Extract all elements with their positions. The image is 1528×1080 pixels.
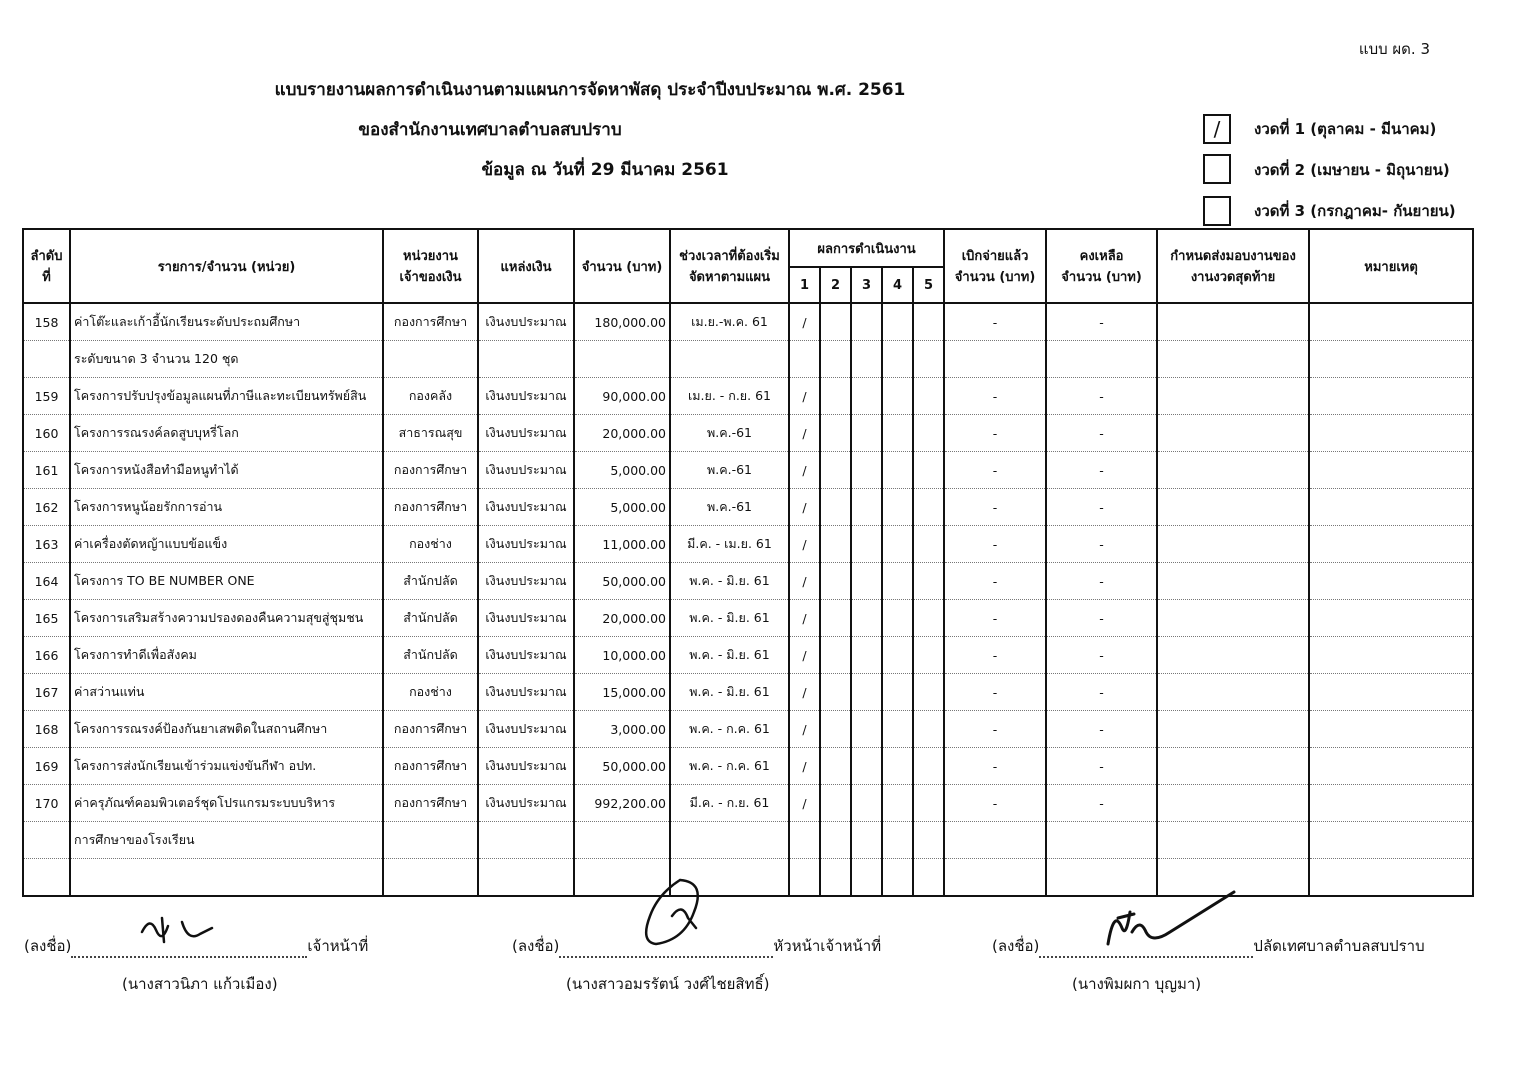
row-result-5 xyxy=(913,303,944,341)
row-deadline xyxy=(1157,674,1309,711)
row-source: เงินงบประมาณ xyxy=(478,711,574,748)
row-no: 170 xyxy=(23,785,70,822)
header-result-3: 3 xyxy=(851,267,882,303)
row-result-1: / xyxy=(789,600,820,637)
row-amount xyxy=(574,341,670,378)
row-result-4 xyxy=(882,637,913,674)
row-period: พ.ค. - ก.ค. 61 xyxy=(670,748,789,785)
row-item: โครงการ TO BE NUMBER ONE xyxy=(70,563,383,600)
row-result-5 xyxy=(913,674,944,711)
row-no: 167 xyxy=(23,674,70,711)
row-no: 169 xyxy=(23,748,70,785)
signer-name-1: (นางสาวนิภา แก้วเมือง) xyxy=(122,975,278,993)
row-amount: 5,000.00 xyxy=(574,452,670,489)
row-result-3 xyxy=(851,415,882,452)
row-remain: - xyxy=(1046,711,1157,748)
row-remain: - xyxy=(1046,637,1157,674)
row-result-4 xyxy=(882,563,913,600)
table-row xyxy=(23,748,1473,785)
row-item: ระดับขนาด 3 จำนวน 120 ชุด xyxy=(70,341,383,378)
row-amount: 5,000.00 xyxy=(574,489,670,526)
row-paid: - xyxy=(944,748,1046,785)
row-result-5 xyxy=(913,859,944,897)
row-item: โครงการหนังสือทำมือหนูทำได้ xyxy=(70,452,383,489)
row-result-3 xyxy=(851,785,882,822)
row-paid: - xyxy=(944,674,1046,711)
header-paid: เบิกจ่ายแล้ว จำนวน (บาท) xyxy=(944,229,1046,303)
row-period: พ.ค. - ก.ค. 61 xyxy=(670,711,789,748)
row-result-2 xyxy=(820,303,851,341)
row-result-2 xyxy=(820,785,851,822)
row-result-4 xyxy=(882,711,913,748)
row-source xyxy=(478,341,574,378)
row-item: โครงการปรับปรุงข้อมูลแผนที่ภาษีและทะเบียนทรัพย์สิน xyxy=(70,378,383,415)
row-result-3 xyxy=(851,378,882,415)
row-item: การศึกษาของโรงเรียน xyxy=(70,822,383,859)
row-note xyxy=(1309,341,1473,378)
row-remain xyxy=(1046,822,1157,859)
row-period: พ.ค. - มิ.ย. 61 xyxy=(670,600,789,637)
row-result-5 xyxy=(913,341,944,378)
row-result-3 xyxy=(851,674,882,711)
table-row xyxy=(23,378,1473,415)
row-result-3 xyxy=(851,341,882,378)
row-source: เงินงบประมาณ xyxy=(478,748,574,785)
row-owner: กองการศึกษา xyxy=(383,711,478,748)
row-result-3 xyxy=(851,452,882,489)
row-note xyxy=(1309,378,1473,415)
row-no xyxy=(23,822,70,859)
row-item xyxy=(70,859,383,897)
row-period: มี.ค. - เม.ย. 61 xyxy=(670,526,789,563)
row-note xyxy=(1309,637,1473,674)
row-result-2 xyxy=(820,341,851,378)
row-source: เงินงบประมาณ xyxy=(478,489,574,526)
row-item: โครงการส่งนักเรียนเข้าร่วมแข่งขันกีฬา อปท. xyxy=(70,748,383,785)
row-result-4 xyxy=(882,748,913,785)
row-result-5 xyxy=(913,378,944,415)
row-no: 161 xyxy=(23,452,70,489)
row-result-4 xyxy=(882,489,913,526)
row-item: ค่าสว่านแท่น xyxy=(70,674,383,711)
period-3-label: งวดที่ 3 (กรกฎาคม- กันยายน) xyxy=(1254,202,1456,220)
row-result-1: / xyxy=(789,303,820,341)
table-row xyxy=(23,785,1473,822)
row-no: 160 xyxy=(23,415,70,452)
row-result-5 xyxy=(913,415,944,452)
row-item: ค่าครุภัณฑ์คอมพิวเตอร์ชุดโปรแกรมระบบบริหาร xyxy=(70,785,383,822)
row-remain: - xyxy=(1046,674,1157,711)
table-row xyxy=(23,600,1473,637)
signature-line-1: (ลงชื่อ) เจ้าหน้าที่ xyxy=(24,934,368,958)
handwritten-signature-1 xyxy=(138,912,218,948)
row-amount: 90,000.00 xyxy=(574,378,670,415)
row-remain: - xyxy=(1046,748,1157,785)
row-no: 168 xyxy=(23,711,70,748)
row-owner: กองช่าง xyxy=(383,674,478,711)
row-deadline xyxy=(1157,415,1309,452)
table-row xyxy=(23,489,1473,526)
row-period xyxy=(670,341,789,378)
row-period: พ.ค.-61 xyxy=(670,415,789,452)
row-paid: - xyxy=(944,303,1046,341)
row-source: เงินงบประมาณ xyxy=(478,415,574,452)
table-row xyxy=(23,674,1473,711)
row-note xyxy=(1309,711,1473,748)
row-no: 159 xyxy=(23,378,70,415)
row-result-1: / xyxy=(789,378,820,415)
row-result-2 xyxy=(820,822,851,859)
row-result-3 xyxy=(851,711,882,748)
row-paid: - xyxy=(944,711,1046,748)
row-result-2 xyxy=(820,489,851,526)
row-note xyxy=(1309,489,1473,526)
row-amount: 180,000.00 xyxy=(574,303,670,341)
row-result-3 xyxy=(851,822,882,859)
row-result-3 xyxy=(851,526,882,563)
row-result-2 xyxy=(820,452,851,489)
row-paid: - xyxy=(944,378,1046,415)
row-no: 164 xyxy=(23,563,70,600)
row-item: โครงการรณรงค์ป้องกันยาเสพติดในสถานศึกษา xyxy=(70,711,383,748)
row-deadline xyxy=(1157,822,1309,859)
row-result-1: / xyxy=(789,452,820,489)
row-result-4 xyxy=(882,378,913,415)
row-result-1: / xyxy=(789,637,820,674)
table-row xyxy=(23,341,1473,378)
row-result-4 xyxy=(882,822,913,859)
row-no: 165 xyxy=(23,600,70,637)
row-paid xyxy=(944,341,1046,378)
row-amount: 50,000.00 xyxy=(574,563,670,600)
row-period: พ.ค.-61 xyxy=(670,489,789,526)
row-source: เงินงบประมาณ xyxy=(478,674,574,711)
header-source: แหล่งเงิน xyxy=(478,229,574,303)
table-row xyxy=(23,822,1473,859)
row-period xyxy=(670,822,789,859)
row-result-4 xyxy=(882,526,913,563)
row-result-5 xyxy=(913,711,944,748)
row-item: โครงการเสริมสร้างความปรองดองคืนความสุขสู่ชุมชน xyxy=(70,600,383,637)
data-date: ข้อมูล ณ วันที่ 29 มีนาคม 2561 xyxy=(481,160,729,180)
row-result-5 xyxy=(913,452,944,489)
row-paid: - xyxy=(944,563,1046,600)
header-result-2: 2 xyxy=(820,267,851,303)
row-paid: - xyxy=(944,637,1046,674)
row-amount: 20,000.00 xyxy=(574,415,670,452)
row-paid: - xyxy=(944,415,1046,452)
row-deadline xyxy=(1157,711,1309,748)
row-deadline xyxy=(1157,526,1309,563)
row-period: เม.ย. - ก.ย. 61 xyxy=(670,378,789,415)
row-owner: สำนักปลัด xyxy=(383,563,478,600)
row-owner xyxy=(383,822,478,859)
row-item: ค่าเครื่องตัดหญ้าแบบข้อแข็ง xyxy=(70,526,383,563)
row-paid: - xyxy=(944,785,1046,822)
row-period: พ.ค. - มิ.ย. 61 xyxy=(670,637,789,674)
row-amount: 10,000.00 xyxy=(574,637,670,674)
row-source xyxy=(478,822,574,859)
period-2-checkbox[interactable] xyxy=(1203,154,1231,184)
row-period: เม.ย.-พ.ค. 61 xyxy=(670,303,789,341)
table-row xyxy=(23,415,1473,452)
handwritten-signature-3 xyxy=(1100,888,1240,948)
row-amount: 50,000.00 xyxy=(574,748,670,785)
row-no xyxy=(23,859,70,897)
row-result-2 xyxy=(820,674,851,711)
row-result-5 xyxy=(913,637,944,674)
row-remain xyxy=(1046,341,1157,378)
signer-name-3: (นางพิมผกา บุญมา) xyxy=(1072,975,1202,993)
header-result-1: 1 xyxy=(789,267,820,303)
row-result-1: / xyxy=(789,489,820,526)
row-source: เงินงบประมาณ xyxy=(478,378,574,415)
row-result-4 xyxy=(882,452,913,489)
signature-line-2: (ลงชื่อ) หัวหน้าเจ้าหน้าที่ xyxy=(512,934,881,958)
row-note xyxy=(1309,822,1473,859)
row-result-2 xyxy=(820,637,851,674)
row-amount: 15,000.00 xyxy=(574,674,670,711)
row-source xyxy=(478,859,574,897)
row-source: เงินงบประมาณ xyxy=(478,785,574,822)
row-owner: กองการศึกษา xyxy=(383,785,478,822)
table-row xyxy=(23,303,1473,341)
row-result-4 xyxy=(882,415,913,452)
header-no: ลำดับ ที่ xyxy=(23,229,70,303)
row-note xyxy=(1309,303,1473,341)
row-remain: - xyxy=(1046,415,1157,452)
row-owner xyxy=(383,341,478,378)
signer-name-2: (นางสาวอมรรัตน์ วงศ์ไชยสิทธิ์) xyxy=(566,975,770,993)
row-result-2 xyxy=(820,600,851,637)
row-remain: - xyxy=(1046,452,1157,489)
table-row xyxy=(23,452,1473,489)
row-result-1: / xyxy=(789,748,820,785)
row-note xyxy=(1309,785,1473,822)
row-deadline xyxy=(1157,600,1309,637)
row-note xyxy=(1309,674,1473,711)
row-result-5 xyxy=(913,748,944,785)
row-result-1 xyxy=(789,859,820,897)
period-1-label: งวดที่ 1 (ตุลาคม - มีนาคม) xyxy=(1254,120,1437,138)
handwritten-signature-2 xyxy=(636,872,716,952)
period-2-label: งวดที่ 2 (เมษายน - มิถุนายน) xyxy=(1254,161,1450,179)
row-remain: - xyxy=(1046,600,1157,637)
header-result-4: 4 xyxy=(882,267,913,303)
row-period: พ.ค. - มิ.ย. 61 xyxy=(670,563,789,600)
row-result-1: / xyxy=(789,415,820,452)
period-1-checkbox[interactable] xyxy=(1203,114,1231,144)
row-result-3 xyxy=(851,303,882,341)
row-remain: - xyxy=(1046,563,1157,600)
row-amount: 992,200.00 xyxy=(574,785,670,822)
row-result-2 xyxy=(820,378,851,415)
form-code: แบบ ผด. 3 xyxy=(1358,40,1430,58)
row-result-4 xyxy=(882,303,913,341)
row-source: เงินงบประมาณ xyxy=(478,600,574,637)
row-remain: - xyxy=(1046,303,1157,341)
checkmark-icon: / xyxy=(1213,117,1221,141)
row-result-1: / xyxy=(789,785,820,822)
header-result-5: 5 xyxy=(913,267,944,303)
row-result-2 xyxy=(820,563,851,600)
row-remain: - xyxy=(1046,785,1157,822)
row-result-2 xyxy=(820,748,851,785)
row-result-1: / xyxy=(789,674,820,711)
row-result-4 xyxy=(882,674,913,711)
row-paid: - xyxy=(944,600,1046,637)
table-row xyxy=(23,637,1473,674)
row-result-2 xyxy=(820,711,851,748)
table-row xyxy=(23,711,1473,748)
row-result-3 xyxy=(851,748,882,785)
row-deadline xyxy=(1157,489,1309,526)
office-title: ของสำนักงานเทศบาลตำบลสบปราบ xyxy=(358,120,622,140)
row-owner: กองการศึกษา xyxy=(383,303,478,341)
row-result-5 xyxy=(913,822,944,859)
row-amount: 3,000.00 xyxy=(574,711,670,748)
period-3-checkbox[interactable] xyxy=(1203,196,1231,226)
row-result-4 xyxy=(882,341,913,378)
row-deadline xyxy=(1157,452,1309,489)
row-deadline xyxy=(1157,303,1309,341)
row-no: 166 xyxy=(23,637,70,674)
table-row xyxy=(23,859,1473,897)
report-title: แบบรายงานผลการดำเนินงานตามแผนการจัดหาพัสดุ ประจำปีงบประมาณ พ.ศ. 2561 xyxy=(274,80,906,100)
row-paid: - xyxy=(944,452,1046,489)
row-source: เงินงบประมาณ xyxy=(478,452,574,489)
row-owner: กองการศึกษา xyxy=(383,489,478,526)
row-note xyxy=(1309,526,1473,563)
header-result: ผลการดำเนินงาน xyxy=(789,229,944,267)
row-result-4 xyxy=(882,859,913,897)
row-source: เงินงบประมาณ xyxy=(478,526,574,563)
row-source: เงินงบประมาณ xyxy=(478,637,574,674)
row-no: 163 xyxy=(23,526,70,563)
row-note xyxy=(1309,563,1473,600)
row-note xyxy=(1309,748,1473,785)
header-deadline: กำหนดส่งมอบงานของ งานงวดสุดท้าย xyxy=(1157,229,1309,303)
row-no: 162 xyxy=(23,489,70,526)
row-amount: 20,000.00 xyxy=(574,600,670,637)
header-item: รายการ/จำนวน (หน่วย) xyxy=(70,229,383,303)
row-no xyxy=(23,341,70,378)
row-amount xyxy=(574,822,670,859)
row-period: พ.ค.-61 xyxy=(670,452,789,489)
row-owner: สำนักปลัด xyxy=(383,637,478,674)
row-no: 158 xyxy=(23,303,70,341)
row-paid xyxy=(944,822,1046,859)
row-item: โครงการหนูน้อยรักการอ่าน xyxy=(70,489,383,526)
header-note: หมายเหตุ xyxy=(1309,229,1473,303)
row-result-3 xyxy=(851,563,882,600)
table-row xyxy=(23,526,1473,563)
row-item: โครงการทำดีเพื่อสังคม xyxy=(70,637,383,674)
table-row xyxy=(23,563,1473,600)
row-result-3 xyxy=(851,489,882,526)
row-source: เงินงบประมาณ xyxy=(478,563,574,600)
row-owner: กองการศึกษา xyxy=(383,748,478,785)
row-result-4 xyxy=(882,600,913,637)
row-result-1: / xyxy=(789,563,820,600)
header-period: ช่วงเวลาที่ต้องเริ่ม จัดหาตามแผน xyxy=(670,229,789,303)
row-result-5 xyxy=(913,526,944,563)
row-remain: - xyxy=(1046,526,1157,563)
row-owner: สำนักปลัด xyxy=(383,600,478,637)
row-result-2 xyxy=(820,859,851,897)
row-result-3 xyxy=(851,859,882,897)
row-result-4 xyxy=(882,785,913,822)
row-note xyxy=(1309,600,1473,637)
row-item: ค่าโต๊ะและเก้าอี้นักเรียนระดับประถมศึกษา xyxy=(70,303,383,341)
row-item: โครงการรณรงค์ลดสูบบุหรี่โลก xyxy=(70,415,383,452)
row-result-5 xyxy=(913,489,944,526)
row-remain: - xyxy=(1046,489,1157,526)
row-result-3 xyxy=(851,600,882,637)
row-period: พ.ค. - มิ.ย. 61 xyxy=(670,674,789,711)
row-note xyxy=(1309,452,1473,489)
row-result-3 xyxy=(851,637,882,674)
procurement-table xyxy=(22,228,1474,897)
row-period: มี.ค. - ก.ย. 61 xyxy=(670,785,789,822)
row-result-2 xyxy=(820,526,851,563)
signature-line-3: (ลงชื่อ) ปลัดเทศบาลตำบลสบปราบ xyxy=(992,934,1425,958)
header-amount: จำนวน (บาท) xyxy=(574,229,670,303)
row-owner: กองการศึกษา xyxy=(383,452,478,489)
row-result-1 xyxy=(789,822,820,859)
row-result-1: / xyxy=(789,711,820,748)
row-deadline xyxy=(1157,341,1309,378)
row-note xyxy=(1309,415,1473,452)
row-owner: สาธารณสุข xyxy=(383,415,478,452)
row-deadline xyxy=(1157,785,1309,822)
row-source: เงินงบประมาณ xyxy=(478,303,574,341)
row-result-2 xyxy=(820,415,851,452)
row-deadline xyxy=(1157,748,1309,785)
row-owner: กองคลัง xyxy=(383,378,478,415)
row-result-5 xyxy=(913,600,944,637)
row-result-1 xyxy=(789,341,820,378)
row-deadline xyxy=(1157,378,1309,415)
row-owner xyxy=(383,859,478,897)
row-amount: 11,000.00 xyxy=(574,526,670,563)
row-deadline xyxy=(1157,637,1309,674)
row-owner: กองช่าง xyxy=(383,526,478,563)
header-remain: คงเหลือ จำนวน (บาท) xyxy=(1046,229,1157,303)
row-paid: - xyxy=(944,489,1046,526)
header-owner: หน่วยงาน เจ้าของเงิน xyxy=(383,229,478,303)
row-paid xyxy=(944,859,1046,897)
row-result-5 xyxy=(913,785,944,822)
row-remain: - xyxy=(1046,378,1157,415)
row-paid: - xyxy=(944,526,1046,563)
row-result-1: / xyxy=(789,526,820,563)
row-deadline xyxy=(1157,563,1309,600)
row-result-5 xyxy=(913,563,944,600)
row-note xyxy=(1309,859,1473,897)
